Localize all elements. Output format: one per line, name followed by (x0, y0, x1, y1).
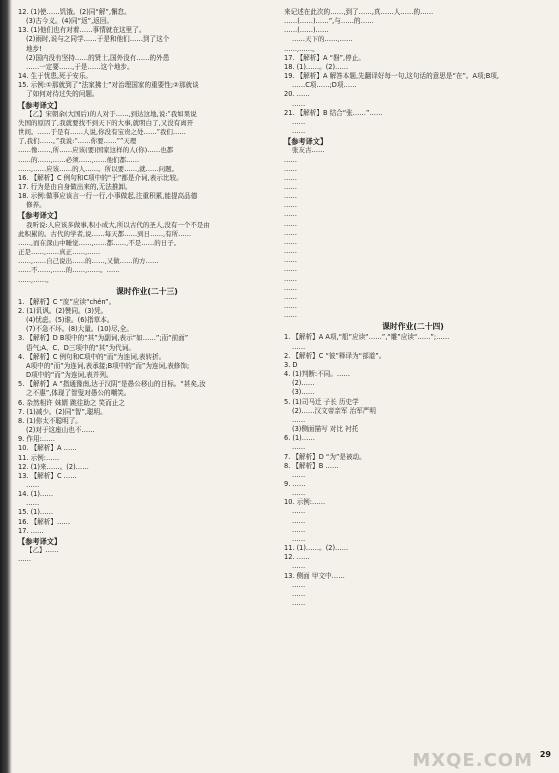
right-column-line: 10. 示例:…… (284, 498, 326, 507)
right-column-line: …… (284, 201, 297, 210)
right-column-line: 21. 【解析】B 结合“张……”…… (284, 108, 383, 117)
left-column-line: 失国的原因了,我就要找不到天下的大事,就明白了,又没有离开 (18, 118, 194, 127)
right-column-line: …… (284, 274, 297, 283)
left-column-line: 了如何对待过失的问题。 (26, 90, 99, 99)
right-column-line: …… (292, 342, 306, 351)
right-column-line: …… (284, 283, 297, 292)
right-column-line: 5. (1)司马迁 子长 历史学 (284, 397, 359, 406)
right-column-line: 19. 【解析】A 解答本题,先翻译好每一句,这句话的意思是“在”。A项;B项, (284, 72, 500, 81)
left-column-line: 【乙】…… (26, 546, 59, 555)
right-column-line: (3)侧面描写 对比 衬托 (292, 425, 359, 434)
left-column-line: 此积累的。古代的学者,说……每天都……到日……,有所…… (18, 229, 192, 238)
right-column-line: …… (292, 117, 306, 126)
left-column-line: 4. 【解析】C 例句和C项中的“而”为连词,表转折。 (18, 352, 166, 361)
left-column-line: 15. 示例:①那就到了“法家拂士”对治理国家的重要性;②那就谈 (18, 81, 199, 90)
left-column-line: 2. (1)讥讽。(2)赞同。(3)凭。 (18, 307, 108, 315)
right-column-line: …… (284, 164, 297, 173)
left-column-line: 16. 【解析】C 例句和C项中的“于”都是介词,表示比较。 (18, 173, 183, 182)
right-column-line: 2. 【解析】C “彼”释译为“部道”。 (284, 351, 386, 360)
left-column-line: 【参考译文】 (18, 536, 62, 546)
right-column-line: …… (284, 228, 297, 237)
right-column-line: …… (292, 443, 306, 452)
left-column-line: 7. (1)减少。(2)同“智”,聪明。 (18, 407, 107, 416)
right-column-line: …… (284, 192, 297, 201)
left-column-line: 正是……,……真正……,…… (18, 248, 101, 257)
left-column-line: 了,我们……。”我说:“……你要……””天理 (18, 137, 137, 146)
right-column-line: …… (292, 415, 306, 424)
left-column-line: (7)不急不坏。(8)大量。(10)尽,全。 (26, 325, 133, 334)
left-column-line: 我听说:人应该多做事,积小成大,所以古代的圣人,没有一个不是由 (26, 220, 210, 229)
right-column-line: …… (284, 173, 297, 182)
left-column-line: ……,……。 (18, 275, 53, 284)
left-column-line: (2)雨时,说与之同学……于是和他们……到了这个 (26, 35, 170, 44)
right-column-line: 17. 【解析】A “磐”,停止。 (284, 53, 365, 62)
left-column-line: 17. 行为是由自身做出来的,无法推卸。 (18, 182, 132, 191)
left-column-line: 16. 【解析】…… (18, 517, 71, 526)
scan-binding-edge (0, 0, 12, 773)
right-column-line: …… (292, 534, 306, 543)
left-column-line: D项中的“而”为连词,表并列。 (26, 371, 113, 380)
left-column-line: ……,而在深山中睡觉……,……都……,不是……的日子。 (18, 238, 181, 247)
right-column-line: 18. (1)……。(2)…… (284, 62, 349, 71)
left-column-line: …… (26, 480, 40, 489)
left-column-line: 9. 作用:…… (18, 435, 55, 444)
right-column-line: …… (292, 507, 306, 516)
left-column-line: 18. 示例:做事应该言一行一行,小事做起,注重积累,能提高品德 (18, 192, 198, 201)
right-column-line: …… (284, 311, 297, 320)
right-column-line: …… (284, 292, 297, 301)
right-column-line: …… (292, 580, 306, 589)
left-column-line: (3)古今义。(4)同“返”,返回。 (26, 17, 113, 26)
right-column-line: …… (284, 155, 297, 164)
left-column-line: …… (18, 555, 31, 564)
left-column-line: 5. 【解析】A “指通豫南,达于汉阴”是愚公移山的目标。“甚矣,汝 (18, 380, 206, 389)
left-column-line: ……一定要……,于是……这个地步。 (26, 62, 134, 71)
right-column-line: 6. (1)…… (284, 434, 315, 443)
left-column-line: 语气;A、C、D三项中的“其”为代词。 (26, 343, 135, 352)
page-number: 29 (539, 750, 551, 759)
right-column-line: (3)…… (292, 388, 315, 397)
right-column-line: 12. …… (284, 553, 310, 562)
left-column-line: ……像……,所……应该(要)国家这样的人(你)……也都 (18, 146, 174, 155)
right-column-line: 4. (1)判断:不同。…… (284, 370, 351, 379)
right-column-line: …… (292, 127, 306, 136)
left-column-line: 15. (1)…… (18, 508, 54, 517)
right-column-line: 13. 侧面 甲文中…… (284, 571, 345, 580)
right-column (284, 8, 542, 608)
right-column-line: 7. 【解析】D “为”是被动。 (284, 452, 366, 461)
right-column-line: 3. D (284, 360, 298, 369)
left-column-line: (2)对于这座山也不…… (26, 426, 95, 435)
left-column-line: …… (26, 499, 40, 508)
left-column-line: 10. 【解析】A …… (18, 444, 77, 453)
left-column-line: 世间。……于是有……人说,你没有宝贵之处……”我们…… (18, 128, 186, 137)
right-column-line: …… (284, 256, 297, 265)
left-column-line: 修养。 (26, 201, 46, 210)
left-column-line: 12. (1)使……饥饿。(2)同“解”,懈怠。 (18, 8, 131, 16)
right-column-line: ……(……)…… (284, 26, 329, 35)
left-column-line: 13. (1)他们也有对着……事情就在这里了。 (18, 26, 146, 35)
right-column-line: …… (292, 525, 306, 534)
right-column-line: (2)……汉文帝亲军 治军严明 (292, 406, 376, 415)
right-column-line: 20. …… (284, 90, 310, 99)
right-column-line: ……(……)……”,与……的…… (284, 17, 374, 26)
right-column-line: …… (292, 599, 306, 607)
left-column-line: 12. (1)来……。(2)…… (18, 462, 89, 471)
right-column-line: …… (292, 516, 306, 525)
right-column-line: …… (292, 470, 306, 479)
right-column-line: 来记述在此次的……,到了……,真……人……的…… (284, 8, 434, 16)
left-column-line: 地步! (26, 44, 42, 53)
left-column-line: 13. 【解析】C …… (18, 471, 77, 480)
right-column-line: ……,……。 (284, 44, 319, 53)
right-column-line: 【参考译文】 (284, 137, 328, 147)
right-column-line: 9. …… (284, 479, 306, 488)
right-column-line: 1. 【解析】A A项,“船”应读“……”,“雕”应读“……”;…… (284, 333, 450, 342)
left-column-line: 6. 杂然相许 妹婿 跳往助之 笑而止之 (18, 398, 125, 407)
right-column-line: …… (292, 99, 306, 108)
left-column-line: 【参考译文】 (18, 100, 62, 110)
right-column-line: 课时作业(二十四) (382, 322, 444, 332)
watermark: MXQE.COM (412, 750, 533, 771)
left-column-line: 【参考译文】 (18, 211, 62, 221)
left-column-line: 8. (1)你太不聪明了。 (18, 416, 82, 425)
left-column (18, 8, 276, 564)
right-column-line: ……天下的……,…… (292, 35, 353, 44)
left-column-line: ……不……,……的……,……。…… (18, 266, 120, 275)
left-column-line: A项中的“而”为连词,表承接;B项中的“而”为连词,表修饰; (26, 361, 190, 370)
right-column-line: ……C项……;D项…… (292, 81, 357, 90)
left-column-line: 17. …… (18, 526, 44, 535)
left-column-line: (4)忧虑。(5)谁。(6)指草本。 (26, 316, 114, 325)
right-column-line: 张友古…… (292, 146, 325, 155)
left-column-line: (2)国内没有坚持……的贤士,国外没有……的外患 (26, 53, 170, 62)
right-column-line: …… (284, 237, 297, 246)
right-column-line: …… (284, 302, 297, 310)
right-column-line: …… (284, 265, 297, 274)
left-column-line: 之不惠”,体现了智叟对愚公的嘲笑。 (26, 389, 131, 398)
left-column-line: 3. 【解析】D B项中的“其”为副词,表示“如……”;而“前面” (18, 334, 189, 343)
left-column-line: 14. (1)…… (18, 490, 54, 499)
right-column-line: 8. 【解析】B …… (284, 461, 339, 470)
right-column-line: …… (284, 210, 297, 219)
right-column-line: …… (292, 562, 306, 571)
left-column-line: 【乙】宋朝余(大国后)的人对于……,到达这地,说:“我如果说 (26, 109, 197, 118)
right-column-line: 11. (1)……。(2)…… (284, 544, 349, 553)
left-column-line: ……,……应该……的人……。所以要……,就……问题。 (18, 164, 179, 173)
left-column-line: ……的……,……必须……,……他们都…… (18, 155, 140, 164)
left-column-line: ……,……自己说出……的……,又做……的方…… (18, 257, 159, 266)
left-column-line: 课时作业(二十三) (116, 286, 178, 296)
right-column-line: (2)…… (292, 379, 315, 388)
right-column-line: …… (292, 589, 306, 598)
left-column-line: 11. 示例:…… (18, 453, 60, 462)
right-column-line: …… (284, 182, 297, 191)
left-column-line: 1. 【解析】C “庞”应读“chén”。 (18, 297, 116, 306)
right-column-line: …… (284, 247, 297, 256)
left-column-line: 14. 生于忧患,死于安乐。 (18, 72, 93, 81)
right-column-line: …… (284, 219, 297, 228)
right-column-line: …… (292, 489, 306, 498)
